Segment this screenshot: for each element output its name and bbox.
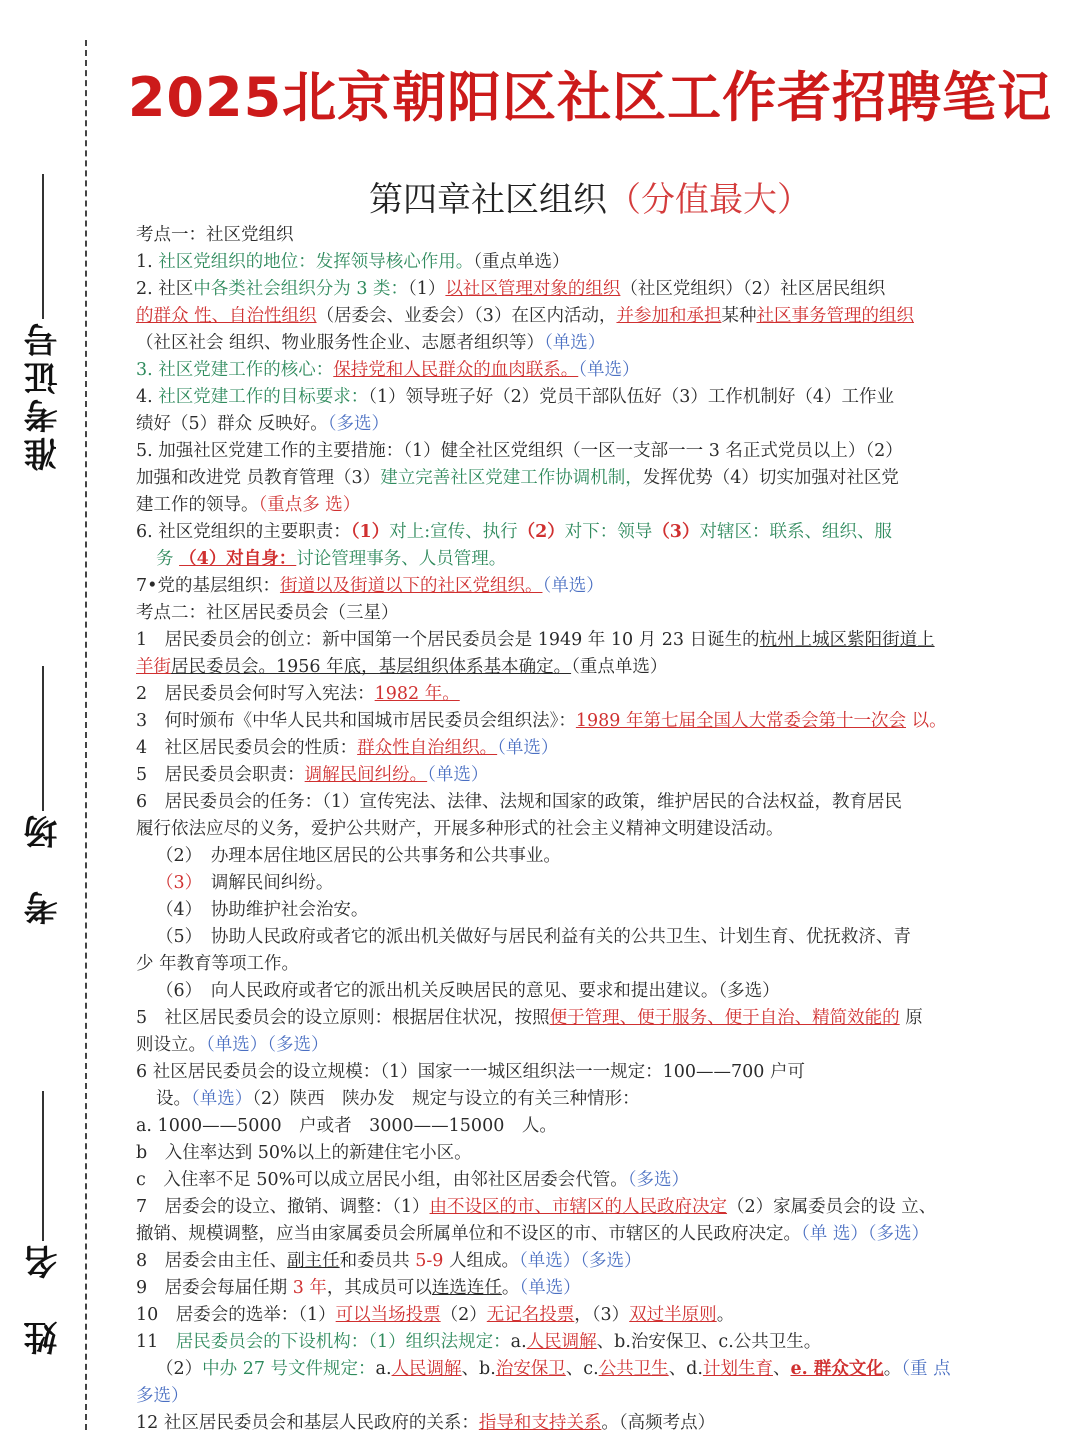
note-line: （社区社会 组织、物业服务性企业、志愿者组织等）（单选）	[136, 333, 606, 353]
binding-margin	[0, 0, 120, 1440]
note-line: 绩好（5）群众 反映好。（多选）	[136, 414, 389, 434]
note-line: 5. 加强社区党建工作的主要措施：（1）健全社区党组织（一区一支部一一 3 名正式党员以上）（2）	[136, 441, 903, 461]
section-heading-1: 考点一：社区党组织	[136, 225, 294, 245]
venue-field	[23, 660, 64, 925]
name-rule	[42, 1091, 44, 1241]
note-line: 6 社区居民委员会的设立规模：（1）国家一一城区组织法一一规定：100——700 户可	[136, 1062, 805, 1082]
note-line: 5 社区居民委员会的设立原则：根据居住状况，按照便于管理、便于服务、便于自治、精简效能的 原	[136, 1008, 923, 1028]
name-label: 姓 名	[23, 1241, 64, 1355]
chapter-title	[120, 172, 1060, 221]
note-line: 多选）	[136, 1386, 189, 1406]
note-line: 10 居委会的选举：（1）可以当场投票（2）无记名投票，（3）双过半原则。	[136, 1305, 735, 1325]
notes-body	[136, 222, 1036, 1437]
note-line: 4. 社区党建工作的目标要求：（1）领导班子好（2）党员干部队伍好（3）工作机制好（4）工作业	[136, 387, 895, 407]
note-line: （6） 向人民政府或者它的派出机关反映居民的意见、要求和提出建议。（多选）	[156, 981, 780, 1001]
note-line: 11 居民委员会的下设机构：（1）组织法规定：a.人民调解、b.治安保卫、c.公共卫生。	[136, 1332, 822, 1352]
note-line: 7 居委会的设立、撤销、调整：（1）由不设区的市、市辖区的人民政府决定（2）家属委员会的设 立、	[136, 1197, 937, 1217]
venue-rule	[42, 666, 44, 811]
note-line: 少 年教育等项工作。	[136, 954, 300, 974]
note-line: b 入住率达到 50%以上的新建住宅小区。	[136, 1143, 472, 1163]
note-line: 6. 社区党组织的主要职责：（1）对上:宣传、执行（2）对下：领导（3）对辖区：联系、组织、服	[136, 522, 892, 542]
note-line: 3 何时颁布《中华人民共和国城市居民委员会组织法》：1989 年第七届全国人大常委会第十一次会 以。	[136, 711, 947, 731]
note-line: 设。（单选）（2）陕西 陕办发 规定与设立的有关三种情形：	[156, 1089, 640, 1109]
note-line: 务 （4）对自身：讨论管理事务、人员管理。	[156, 549, 507, 569]
exam-id-label: 准考证号	[23, 319, 64, 471]
note-line: （2）中办 27 号文件规定：a.人民调解、b.治安保卫、c.公共卫生、d.计划生育、e. 群众文化。（重 点	[156, 1359, 951, 1379]
note-line: 9 居委会每届任期 3 年，其成员可以连选连任。（单选）	[136, 1278, 581, 1298]
venue-label: 考 场	[23, 811, 64, 925]
note-line: 6 居民委员会的任务：（1）宣传宪法、法律、法规和国家的政策，维护居民的合法权益，教育居民	[136, 792, 903, 812]
note-line: 羊街居民委员会。1956 年底，基层组织体系基本确定。（重点单选）	[136, 657, 668, 677]
note-line: 4 社区居民委员会的性质：群众性自治组织。（单选）	[136, 738, 559, 758]
exam-id-rule	[42, 174, 44, 319]
note-line: a. 1000——5000 户或者 3000——15000 人。	[136, 1116, 557, 1136]
note-line: 1 居民委员会的创立：新中国第一个居民委员会是 1949 年 10 月 23 日诞生的杭州上城区紫阳街道上	[136, 630, 935, 650]
exam-id-field	[23, 168, 64, 471]
cut-line	[85, 40, 87, 1430]
name-field	[23, 1085, 64, 1355]
note-line: 的群众 性、自治性组织（居委会、业委会）（3）在区内活动，并参加和承担某种社区事务管理的组织	[136, 306, 914, 326]
note-line: （5） 协助人民政府或者它的派出机关做好与居民利益有关的公共卫生、计划生育、优抚救济、青	[156, 927, 911, 947]
note-line: 3. 社区党建工作的核心：保持党和人民群众的血肉联系。（单选）	[136, 360, 640, 380]
note-line: 2 居民委员会何时写入宪法：1982 年。	[136, 684, 460, 704]
note-line: 履行依法应尽的义务，爱护公共财产，开展多种形式的社会主义精神文明建设活动。	[136, 819, 784, 839]
note-line: 7•党的基层组织：街道以及街道以下的社区党组织。（单选）	[136, 576, 604, 596]
note-line: 1. 社区党组织的地位：发挥领导核心作用。（重点单选）	[136, 252, 570, 272]
note-line: （3） 调解民间纠纷。	[156, 873, 334, 893]
section-heading-2: 考点二：社区居民委员会（三星）	[136, 603, 399, 623]
note-line: c 入住率不足 50%可以成立居民小组，由邻社区居委会代管。（多选）	[136, 1170, 690, 1190]
note-line: 8 居委会由主任、副主任和委员共 5-9 人组成。（单选）（多选）	[136, 1251, 642, 1271]
chapter-name: 第四章社区组织	[369, 180, 607, 220]
note-line: 加强和改进党 员教育管理（3）建立完善社区党建工作协调机制，发挥优势（4）切实加强对社区党	[136, 468, 899, 488]
note-line: 5 居民委员会职责：调解民间纠纷。（单选）	[136, 765, 489, 785]
note-line: （2） 办理本居住地区居民的公共事务和公共事业。	[156, 846, 561, 866]
note-line: 则设立。（单选）（多选）	[136, 1035, 329, 1055]
note-line: 2. 社区中各类社会组织分为 3 类：（1）以社区管理对象的组织（社区党组织）（2）社区居民组织	[136, 279, 886, 299]
note-line: （4） 协助维护社会治安。	[156, 900, 369, 920]
chapter-note: （分值最大）	[607, 180, 811, 220]
page-title: 2025北京朝阳区社区工作者招聘笔记	[127, 66, 1053, 129]
note-line: 12 社区居民委员会和基层人民政府的关系：指导和支持关系。（高频考点）	[136, 1413, 716, 1433]
note-line: 撤销、规模调整，应当由家属委员会所属单位和不设区的市、市辖区的人民政府决定。（单 选）（多选）	[136, 1224, 930, 1244]
note-line: 建工作的领导。（重点多 选）	[136, 495, 361, 515]
